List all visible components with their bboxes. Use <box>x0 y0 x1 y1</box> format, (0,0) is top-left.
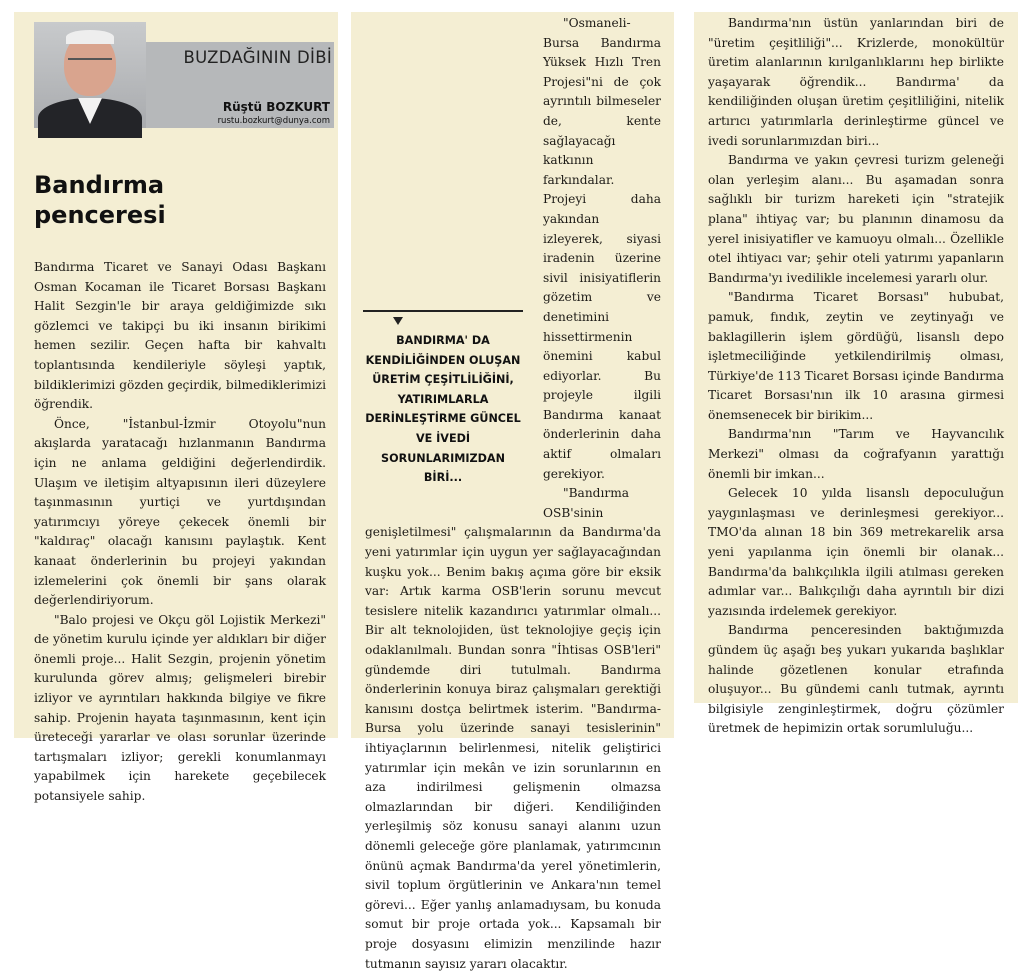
author-name: Rüştü BOZKURT <box>222 100 330 114</box>
column-kicker: BUZDAĞININ DİBİ <box>183 48 332 67</box>
pull-quote-text: BANDIRMA' DA KENDİLİĞİNDEN OLUŞAN ÜRETİM ÇEŞİTLİLİĞİNİ, YATIRIMLARLA DERİNLEŞTİRME GÜNCEL VE İVEDİ SORUNLARIMIZDAN BİRİ... <box>365 334 521 485</box>
paragraph: Önce, "İstanbul-İzmir Otoyolu"nun akışlarda yaratacağı hızlanmanın Bandırma için ne anlama geldiğini değerlendirdik. Ulaşım ve iletişim altyapısının ileri düzeylere taşınmasının yurtiçi ve yurtdışından yatırımcıyı yöreye çekecek önemli bir "kaldıraç" olacağı kanısını paylaştık. Kent kanaat önderlerinin bu projeyi yakından izlemelerini çok önemli bir şans olarak değerlendiriyorum. <box>34 416 326 608</box>
author-photo <box>34 22 146 128</box>
paragraph: "Bandırma Ticaret Borsası" hububat, pamuk, fındık, zeytin ve zeytinyağı ve baklagillerin işlem gördüğü, lisanslı depo işletmeciliğinde yetkilendirilmiş olması, Türkiye'de 113 Ticaret Borsası içinde Bandırma Ticaret Borsası'nın ilk 10 arasına girmesi önemsenecek bir birikim... <box>708 290 1004 422</box>
column-header <box>34 20 334 132</box>
paragraph: Bandırma Ticaret ve Sanayi Odası Başkanı Osman Kocaman ile Ticaret Borsası Başkanı Halit Sezgin'le bir araya geldiğimizde sıkı gözlemci ve takipçi bu iki insanın birikimi hemen sezilir. Geçen hafta bir kahvaltı toplantısında kendileriyle söyleşi yaptık, bildiklerimizi gözden geçirdik, bilmediklerimizi öğrendik. <box>34 260 326 412</box>
article-column-2 <box>351 12 674 971</box>
title-line-1: Bandırma <box>34 171 165 199</box>
article-column-1 <box>14 12 338 804</box>
paragraph: "Balo projesi ve Okçu göl Lojistik Merkezi" de yönetim kurulu içinde yer aldıkları bir diğer önemli proje... Halit Sezgin, projenin yönetim kurulunda görev almış; gelişmeleri birebir izliyor ve ayrıntıları hakkında bilgiye ve fikre sahip. Projenin hayata taşınmasının, kent için üreteceği yararlar ve olası sorunlar üzerinde tartışmaları izliyor; gerekli konumlanmayı yapabilmek için harekete geçebilecek potansiyele sahip. <box>34 612 326 804</box>
col3-body <box>708 14 1004 739</box>
paragraph: Bandırma'nın "Tarım ve Hayvancılık Merkezi" olması da coğrafyanın yarattığı önemli bir imkan... <box>708 427 1004 481</box>
article-column-3 <box>694 12 1018 736</box>
paragraph: Bandırma penceresinden baktığımızda gündem üç aşağı beş yukarı yukarıda başlıklar halinde gözetlenen konular etrafında oluşuyor... Bu gündemi canlı tutmak, ayrıntı bilgisiyle zenginleştirmek, doğru çözümler üretmek de hepimizin ortak sorumluluğu... <box>708 623 1004 736</box>
col1-body <box>34 258 326 807</box>
paragraph: "Bandırma OSB'sinin genişletilmesi" çalışmalarının da Bandırma'da yeni yatırımlar için uygun yer sağlayacağından kuşku yok... Benim bakış açıma göre bir eksik var: Artık karma OSB'lerin sorunu mevcut tesislere nitelik kazandırıcı yatırımlar olmalı... Bir alt teknolojiden, üst teknolojiye geçiş için odaklanılmalı. Bundan sonra "İhtisas OSB'leri" gündemde diri tutulmalı. Bandırma önderlerinin konuya biraz çalışmaları gerektiği kanısını dostça belirtmek isterim. "Bandırma-Bursa yolu üzerinde sanayi tesislerinin" ihtiyaçlarının belirlenmesi, nitelik geliştirici yatırımlar için mekân ve izin sorunlarının en aza indirilmesi gelişmenin olmazsa olmazlarından bir diğeri. Kendiliğinden yerleşilmiş söz konusu sanayi alanını uzun dönemli geleceğe göre planlamak, yatırımcının önünü açmak Bandırma'da yerel yönetimlerin, sivil toplum örgütlerinin ve Ankara'nın temel görevi... Eğer yanlış anlamadıysam, bu konuda somut bir proje ortada yok... Kapsamalı bir proje dosyasını elimizin menzilinde hazır tutmanın sayısız yararı olacaktır. <box>365 486 661 971</box>
title-line-2: penceresi <box>34 201 166 229</box>
paragraph: Bandırma ve yakın çevresi turizm geleneği olan yerleşim alanı... Bu aşamadan sonra sağlıklı bir turizm hareketi için "stratejik plana" ihtiyaç var; bu planının dinamosu da yerel inisiyatifler ve kamuoyu olmalı... Özellikle otel ihtiyacı var; şehir oteli yatırımı yapanların Bandırma'yı ivedilikle incelemesi yararlı olur. <box>708 153 1004 285</box>
article-title <box>34 170 166 230</box>
paragraph: Bandırma'nın üstün yanlarından biri de "üretim çeşitliliği"... Krizlerde, monokültür üretim alanlarının kırılganlıklarını hep birlikte yaşayarak öğrendik... Bandırma' da kendiliğinden oluşan üretim çeşitliliğini, nitelik artırıcı yatırımlarla derinleştirme güncel ve ivedi sorunlarımızdan biri... <box>708 16 1004 148</box>
paragraph: "Osmaneli-Bursa Bandırma Yüksek Hızlı Tren Projesi"ni de çok ayrıntılı bilmeseler de, kente sağlayacağı katkının farkındalar. Projeyi daha yakından izleyerek, siyasi iradenin üzerine sivil inisiyatiflerin gözetim ve denetimini hissettirmenin önemini kabul ediyorlar. Bu projeyle ilgili Bandırma kanaat önderlerinin daha aktif olmaları gerekiyor. <box>543 16 661 481</box>
pull-quote <box>363 310 523 488</box>
col2-body <box>365 14 661 974</box>
pull-quote-rule <box>363 310 523 312</box>
arrow-down-icon <box>393 317 403 325</box>
paragraph: Gelecek 10 yılda lisanslı depoculuğun yaygınlaşması ve derinleşmesi gerekiyor... TMO'da alınan 18 bin 369 metrekarelik arsa yeni yapılanma için önemli bir olanak... Bandırma'da balıkçılıkla ilgili atılması gereken adımlar var... Balıkçılığı daha ayrıntılı bir dizi yazısında irdelemek gerekiyor. <box>708 486 1004 618</box>
author-email: rustu.bozkurt@dunya.com <box>217 116 330 126</box>
